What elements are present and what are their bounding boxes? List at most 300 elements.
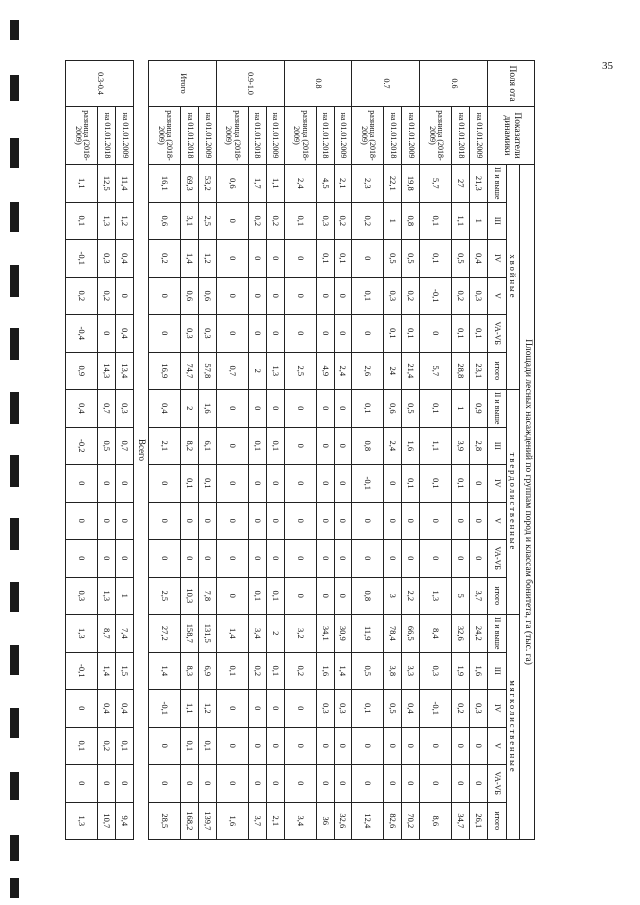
value-cell: 0,1 bbox=[420, 465, 452, 503]
value-cell: 0 bbox=[334, 727, 352, 765]
indicator-cell: на 01.01.2009 bbox=[334, 107, 352, 165]
table-row bbox=[452, 61, 470, 840]
value-cell: 0,1 bbox=[352, 690, 384, 728]
indicator-cell: на 01.01.2009 bbox=[470, 107, 488, 165]
value-cell: 0,1 bbox=[198, 727, 216, 765]
value-cell: 21,4 bbox=[402, 352, 420, 390]
value-cell: 0,5 bbox=[384, 240, 402, 278]
value-cell: 0 bbox=[149, 540, 181, 578]
value-cell: 1,1 bbox=[452, 202, 470, 240]
value-cell: 27 bbox=[452, 165, 470, 203]
indicator-cell: на 01.01.2018 bbox=[452, 107, 470, 165]
value-cell: 0,1 bbox=[402, 465, 420, 503]
value-cell: 0,4 bbox=[470, 240, 488, 278]
value-cell: 0 bbox=[248, 465, 266, 503]
value-cell: 0,2 bbox=[98, 277, 116, 315]
value-cell: 0 bbox=[384, 765, 402, 803]
value-cell: 22,1 bbox=[384, 165, 402, 203]
value-cell: 1 bbox=[452, 390, 470, 428]
value-cell: 0,4 bbox=[402, 690, 420, 728]
value-cell: 0 bbox=[216, 765, 248, 803]
value-cell: 24 bbox=[384, 352, 402, 390]
indicator-cell: разница (2018-2009) bbox=[420, 107, 452, 165]
value-cell: 14,3 bbox=[98, 352, 116, 390]
value-cell: 168,2 bbox=[181, 802, 199, 840]
value-cell: 1,6 bbox=[198, 390, 216, 428]
value-cell: 139,7 bbox=[198, 802, 216, 840]
table-row bbox=[198, 61, 216, 840]
value-cell: 0 bbox=[334, 390, 352, 428]
value-cell: 1,9 bbox=[452, 652, 470, 690]
value-cell: 0 bbox=[402, 727, 420, 765]
value-cell: 0 bbox=[334, 765, 352, 803]
value-cell: -0,1 bbox=[66, 240, 98, 278]
value-cell: 7,4 bbox=[116, 615, 134, 653]
value-cell: 0 bbox=[116, 277, 134, 315]
value-cell: 0 bbox=[248, 240, 266, 278]
value-cell: 2,6 bbox=[352, 352, 384, 390]
value-cell: 0 bbox=[248, 315, 266, 353]
value-cell: 0,3 bbox=[316, 202, 334, 240]
value-cell: 3 bbox=[384, 577, 402, 615]
value-cell: 0,1 bbox=[352, 390, 384, 428]
value-cell: 0,3 bbox=[198, 315, 216, 353]
value-cell: 28,8 bbox=[452, 352, 470, 390]
subheader-cell: IV bbox=[488, 240, 507, 278]
value-cell: -0,1 bbox=[420, 690, 452, 728]
value-cell: 82,6 bbox=[384, 802, 402, 840]
value-cell: 0 bbox=[248, 690, 266, 728]
value-cell: 3,2 bbox=[284, 615, 316, 653]
subheader-cell: III bbox=[488, 427, 507, 465]
value-cell: 11,4 bbox=[116, 165, 134, 203]
value-cell: 1,3 bbox=[420, 577, 452, 615]
value-cell: 0 bbox=[284, 502, 316, 540]
value-cell: 0 bbox=[334, 427, 352, 465]
value-cell: 0 bbox=[266, 315, 284, 353]
value-cell: 0 bbox=[98, 502, 116, 540]
value-cell: 0 bbox=[316, 427, 334, 465]
table-row bbox=[248, 61, 266, 840]
value-cell: 3,4 bbox=[248, 615, 266, 653]
value-cell: 0 bbox=[66, 465, 98, 503]
table-row bbox=[384, 61, 402, 840]
indicator-cell: разница (2018-2009) bbox=[149, 107, 181, 165]
value-cell: 0 bbox=[316, 277, 334, 315]
subheader-cell: VA-VБ bbox=[488, 765, 507, 803]
value-cell: 0 bbox=[316, 315, 334, 353]
value-cell: 0 bbox=[216, 240, 248, 278]
indicator-cell: на 01.01.2018 bbox=[98, 107, 116, 165]
value-cell: 2,5 bbox=[198, 202, 216, 240]
value-cell: 1,4 bbox=[181, 240, 199, 278]
value-cell: 0 bbox=[352, 765, 384, 803]
value-cell: 0,4 bbox=[116, 315, 134, 353]
value-cell: 32,6 bbox=[334, 802, 352, 840]
indicator-cell: на 01.01.2018 bbox=[181, 107, 199, 165]
table-row bbox=[149, 61, 181, 840]
value-cell: 34,7 bbox=[452, 802, 470, 840]
section-label: 0.9-1.0 bbox=[216, 61, 284, 107]
value-cell: 0 bbox=[284, 390, 316, 428]
value-cell: 0,1 bbox=[181, 465, 199, 503]
value-cell: 0,6 bbox=[198, 277, 216, 315]
separator-row bbox=[134, 61, 149, 840]
value-cell: 3,7 bbox=[470, 577, 488, 615]
value-cell: 0 bbox=[316, 390, 334, 428]
value-cell: 0,2 bbox=[452, 277, 470, 315]
value-cell: 0,1 bbox=[181, 727, 199, 765]
value-cell: 0,1 bbox=[198, 465, 216, 503]
value-cell: 1,4 bbox=[334, 652, 352, 690]
value-cell: 0,4 bbox=[116, 240, 134, 278]
value-cell: 1,6 bbox=[402, 427, 420, 465]
separator-label: Всего bbox=[134, 61, 149, 840]
value-cell: 0 bbox=[266, 465, 284, 503]
value-cell: 0 bbox=[316, 577, 334, 615]
value-cell: 1 bbox=[116, 577, 134, 615]
value-cell: 10,7 bbox=[98, 802, 116, 840]
indicator-cell: разница (2018-2009) bbox=[352, 107, 384, 165]
value-cell: 0 bbox=[334, 315, 352, 353]
subheader-cell: III bbox=[488, 652, 507, 690]
value-cell: 0,2 bbox=[352, 202, 384, 240]
value-cell: 0,2 bbox=[284, 652, 316, 690]
value-cell: 0,1 bbox=[352, 277, 384, 315]
value-cell: 0 bbox=[98, 315, 116, 353]
indicator-cell: на 01.01.2009 bbox=[402, 107, 420, 165]
value-cell: 0 bbox=[266, 690, 284, 728]
value-cell: 0 bbox=[66, 540, 98, 578]
value-cell: 57,8 bbox=[198, 352, 216, 390]
indicator-cell: разница (2018-2009) bbox=[216, 107, 248, 165]
value-cell: 0,2 bbox=[402, 277, 420, 315]
subheader-cell: V bbox=[488, 727, 507, 765]
value-cell: 2 bbox=[248, 352, 266, 390]
value-cell: 0 bbox=[216, 577, 248, 615]
value-cell: 0 bbox=[181, 502, 199, 540]
value-cell: 0 bbox=[284, 577, 316, 615]
value-cell: 0 bbox=[334, 502, 352, 540]
value-cell: 2,4 bbox=[334, 352, 352, 390]
value-cell: 53,2 bbox=[198, 165, 216, 203]
indicator-cell: на 01.01.2018 bbox=[248, 107, 266, 165]
value-cell: 0,1 bbox=[266, 577, 284, 615]
value-cell: 0,9 bbox=[66, 352, 98, 390]
value-cell: 0 bbox=[266, 727, 284, 765]
value-cell: -0,2 bbox=[66, 427, 98, 465]
value-cell: 1,3 bbox=[98, 577, 116, 615]
value-cell: 36 bbox=[316, 802, 334, 840]
value-cell: 0 bbox=[181, 540, 199, 578]
table-row bbox=[334, 61, 352, 840]
value-cell: 1 bbox=[470, 202, 488, 240]
value-cell: 0 bbox=[66, 502, 98, 540]
value-cell: 26,1 bbox=[470, 802, 488, 840]
group-hardwood: твердолиственные bbox=[507, 390, 520, 615]
value-cell: 1 bbox=[384, 202, 402, 240]
value-cell: 0 bbox=[248, 277, 266, 315]
value-cell: 0 bbox=[352, 502, 384, 540]
value-cell: 0 bbox=[384, 465, 402, 503]
value-cell: 2,3 bbox=[352, 165, 384, 203]
value-cell: -0,1 bbox=[149, 690, 181, 728]
value-cell: 0 bbox=[420, 765, 452, 803]
value-cell: 3,4 bbox=[284, 802, 316, 840]
value-cell: 2,8 bbox=[470, 427, 488, 465]
value-cell: 0,5 bbox=[98, 427, 116, 465]
value-cell: 21,3 bbox=[470, 165, 488, 203]
value-cell: 12,4 bbox=[352, 802, 384, 840]
value-cell: 1,7 bbox=[248, 165, 266, 203]
value-cell: 0 bbox=[216, 690, 248, 728]
value-cell: 0 bbox=[216, 315, 248, 353]
table-row bbox=[470, 61, 488, 840]
value-cell: 9,4 bbox=[116, 802, 134, 840]
value-cell: 0,2 bbox=[334, 202, 352, 240]
value-cell: 0 bbox=[266, 765, 284, 803]
section-label: 0.6 bbox=[420, 61, 488, 107]
value-cell: 0 bbox=[98, 765, 116, 803]
value-cell: 0 bbox=[284, 315, 316, 353]
value-cell: 0,1 bbox=[66, 202, 98, 240]
value-cell: 30,9 bbox=[334, 615, 352, 653]
value-cell: 0 bbox=[452, 540, 470, 578]
value-cell: 0 bbox=[216, 277, 248, 315]
table-row bbox=[352, 61, 384, 840]
value-cell: 0 bbox=[420, 502, 452, 540]
value-cell: 0,3 bbox=[470, 277, 488, 315]
table-row bbox=[402, 61, 420, 840]
value-cell: 0 bbox=[316, 465, 334, 503]
value-cell: 0,1 bbox=[420, 202, 452, 240]
value-cell: 0 bbox=[216, 427, 248, 465]
value-cell: 1,5 bbox=[116, 652, 134, 690]
value-cell: 1,2 bbox=[198, 690, 216, 728]
value-cell: 70,2 bbox=[402, 802, 420, 840]
value-cell: 2,1 bbox=[266, 802, 284, 840]
value-cell: 3,3 bbox=[402, 652, 420, 690]
value-cell: 0 bbox=[216, 202, 248, 240]
value-cell: 3,7 bbox=[248, 802, 266, 840]
table-row bbox=[316, 61, 334, 840]
value-cell: 0 bbox=[149, 727, 181, 765]
value-cell: 0 bbox=[248, 390, 266, 428]
table-row bbox=[66, 61, 98, 840]
indicator-cell: разница (2018-2009) bbox=[284, 107, 316, 165]
value-cell: 1,4 bbox=[98, 652, 116, 690]
value-cell: 0,7 bbox=[98, 390, 116, 428]
value-cell: 0 bbox=[149, 502, 181, 540]
value-cell: 69,3 bbox=[181, 165, 199, 203]
value-cell: 1,2 bbox=[198, 240, 216, 278]
value-cell: 0 bbox=[198, 502, 216, 540]
subheader-cell: V bbox=[488, 277, 507, 315]
table-row bbox=[420, 61, 452, 840]
value-cell: 0,1 bbox=[452, 465, 470, 503]
value-cell: -0,1 bbox=[352, 465, 384, 503]
value-cell: 5 bbox=[452, 577, 470, 615]
value-cell: 0,7 bbox=[116, 427, 134, 465]
value-cell: 0,1 bbox=[384, 315, 402, 353]
value-cell: 0,2 bbox=[452, 690, 470, 728]
value-cell: -0,1 bbox=[66, 652, 98, 690]
value-cell: 0,2 bbox=[98, 727, 116, 765]
table-row bbox=[181, 61, 199, 840]
value-cell: 0 bbox=[284, 277, 316, 315]
value-cell: 0,2 bbox=[149, 240, 181, 278]
value-cell: 2 bbox=[181, 390, 199, 428]
value-cell: 0,1 bbox=[248, 427, 266, 465]
value-cell: 2,4 bbox=[284, 165, 316, 203]
value-cell: 8,6 bbox=[420, 802, 452, 840]
value-cell: 0 bbox=[352, 727, 384, 765]
value-cell: 0 bbox=[98, 465, 116, 503]
value-cell: 1,1 bbox=[181, 690, 199, 728]
value-cell: 5,7 bbox=[420, 352, 452, 390]
value-cell: 28,5 bbox=[149, 802, 181, 840]
value-cell: 0 bbox=[334, 277, 352, 315]
value-cell: 0 bbox=[149, 765, 181, 803]
value-cell: 0,3 bbox=[66, 577, 98, 615]
value-cell: 19,8 bbox=[402, 165, 420, 203]
value-cell: 0,2 bbox=[66, 277, 98, 315]
value-cell: 0 bbox=[420, 315, 452, 353]
value-cell: 0,1 bbox=[402, 315, 420, 353]
value-cell: 0,4 bbox=[98, 690, 116, 728]
value-cell: 2,2 bbox=[402, 577, 420, 615]
value-cell: 3,8 bbox=[384, 652, 402, 690]
value-cell: 0,3 bbox=[420, 652, 452, 690]
value-cell: 0 bbox=[266, 277, 284, 315]
value-cell: 0 bbox=[98, 540, 116, 578]
value-cell: 0 bbox=[266, 502, 284, 540]
value-cell: 0,1 bbox=[284, 202, 316, 240]
value-cell: 0,9 bbox=[470, 390, 488, 428]
value-cell: 0 bbox=[284, 240, 316, 278]
value-cell: 0 bbox=[384, 727, 402, 765]
value-cell: 1,3 bbox=[266, 352, 284, 390]
value-cell: 0 bbox=[266, 240, 284, 278]
value-cell: 0 bbox=[470, 765, 488, 803]
value-cell: 0,7 bbox=[216, 352, 248, 390]
value-cell: 1,1 bbox=[66, 165, 98, 203]
table-row bbox=[284, 61, 316, 840]
value-cell: 0,2 bbox=[248, 652, 266, 690]
value-cell: 0,1 bbox=[266, 652, 284, 690]
value-cell: 1,6 bbox=[216, 802, 248, 840]
value-cell: 0 bbox=[149, 277, 181, 315]
value-cell: 0,3 bbox=[470, 690, 488, 728]
rotated-table-container bbox=[65, 60, 535, 840]
value-cell: 34,1 bbox=[316, 615, 334, 653]
value-cell: 0 bbox=[66, 690, 98, 728]
group-coniferous: хвойные bbox=[507, 165, 520, 390]
value-cell: 0,6 bbox=[384, 390, 402, 428]
subheader-cell: III bbox=[488, 202, 507, 240]
value-cell: 0,1 bbox=[248, 577, 266, 615]
value-cell: 1,4 bbox=[149, 652, 181, 690]
value-cell: 0 bbox=[266, 540, 284, 578]
value-cell: 66,5 bbox=[402, 615, 420, 653]
forest-area-table bbox=[65, 60, 535, 840]
subheader-cell: IV bbox=[488, 690, 507, 728]
indicator-cell: на 01.01.2009 bbox=[198, 107, 216, 165]
value-cell: 0,4 bbox=[66, 390, 98, 428]
value-cell: 0,3 bbox=[98, 240, 116, 278]
value-cell: 0 bbox=[284, 540, 316, 578]
value-cell: 0,2 bbox=[266, 202, 284, 240]
value-cell: 0 bbox=[334, 540, 352, 578]
value-cell: 0 bbox=[452, 502, 470, 540]
subheader-cell: VA-VБ bbox=[488, 315, 507, 353]
value-cell: 2,4 bbox=[384, 427, 402, 465]
value-cell: 0 bbox=[352, 240, 384, 278]
value-cell: 1,2 bbox=[116, 202, 134, 240]
value-cell: 10,3 bbox=[181, 577, 199, 615]
value-cell: 2,5 bbox=[149, 577, 181, 615]
value-cell: 158,7 bbox=[181, 615, 199, 653]
subheader-cell: IV bbox=[488, 465, 507, 503]
value-cell: 74,7 bbox=[181, 352, 199, 390]
value-cell: 0 bbox=[420, 540, 452, 578]
value-cell: 0 bbox=[248, 765, 266, 803]
value-cell: 0,6 bbox=[216, 165, 248, 203]
value-cell: 0 bbox=[470, 540, 488, 578]
value-cell: 13,4 bbox=[116, 352, 134, 390]
value-cell: 131,5 bbox=[198, 615, 216, 653]
value-cell: 6,1 bbox=[198, 427, 216, 465]
value-cell: 0,5 bbox=[402, 390, 420, 428]
value-cell: 0 bbox=[284, 765, 316, 803]
value-cell: 27,2 bbox=[149, 615, 181, 653]
value-cell: 3,1 bbox=[181, 202, 199, 240]
value-cell: 0 bbox=[384, 540, 402, 578]
value-cell: 0 bbox=[284, 727, 316, 765]
indicator-cell: на 01.01.2009 bbox=[266, 107, 284, 165]
value-cell: 0 bbox=[216, 540, 248, 578]
value-cell: 8,3 bbox=[181, 652, 199, 690]
value-cell: 0,3 bbox=[334, 690, 352, 728]
value-cell: 0 bbox=[116, 540, 134, 578]
value-cell: 0,1 bbox=[216, 652, 248, 690]
value-cell: 0,8 bbox=[352, 427, 384, 465]
value-cell: 0 bbox=[316, 765, 334, 803]
value-cell: 0 bbox=[470, 502, 488, 540]
value-cell: 8,2 bbox=[181, 427, 199, 465]
indicator-cell: на 01.01.2018 bbox=[384, 107, 402, 165]
value-cell: 78,4 bbox=[384, 615, 402, 653]
value-cell: 0,1 bbox=[452, 315, 470, 353]
header-indicator: Показатели динамики bbox=[488, 107, 535, 165]
value-cell: 0,1 bbox=[116, 727, 134, 765]
value-cell: 0,3 bbox=[181, 315, 199, 353]
value-cell: 0,6 bbox=[149, 202, 181, 240]
value-cell: 0 bbox=[181, 765, 199, 803]
value-cell: 0 bbox=[402, 765, 420, 803]
indicator-cell: разница (2018-2009) bbox=[66, 107, 98, 165]
value-cell: 0 bbox=[198, 765, 216, 803]
value-cell: 0 bbox=[420, 727, 452, 765]
value-cell: 0 bbox=[316, 502, 334, 540]
value-cell: 0,8 bbox=[352, 577, 384, 615]
value-cell: 6,9 bbox=[198, 652, 216, 690]
value-cell: 0,3 bbox=[384, 277, 402, 315]
table-row bbox=[116, 61, 134, 840]
section-label: Итого bbox=[149, 61, 217, 107]
value-cell: 0 bbox=[452, 765, 470, 803]
value-cell: 1,1 bbox=[266, 165, 284, 203]
